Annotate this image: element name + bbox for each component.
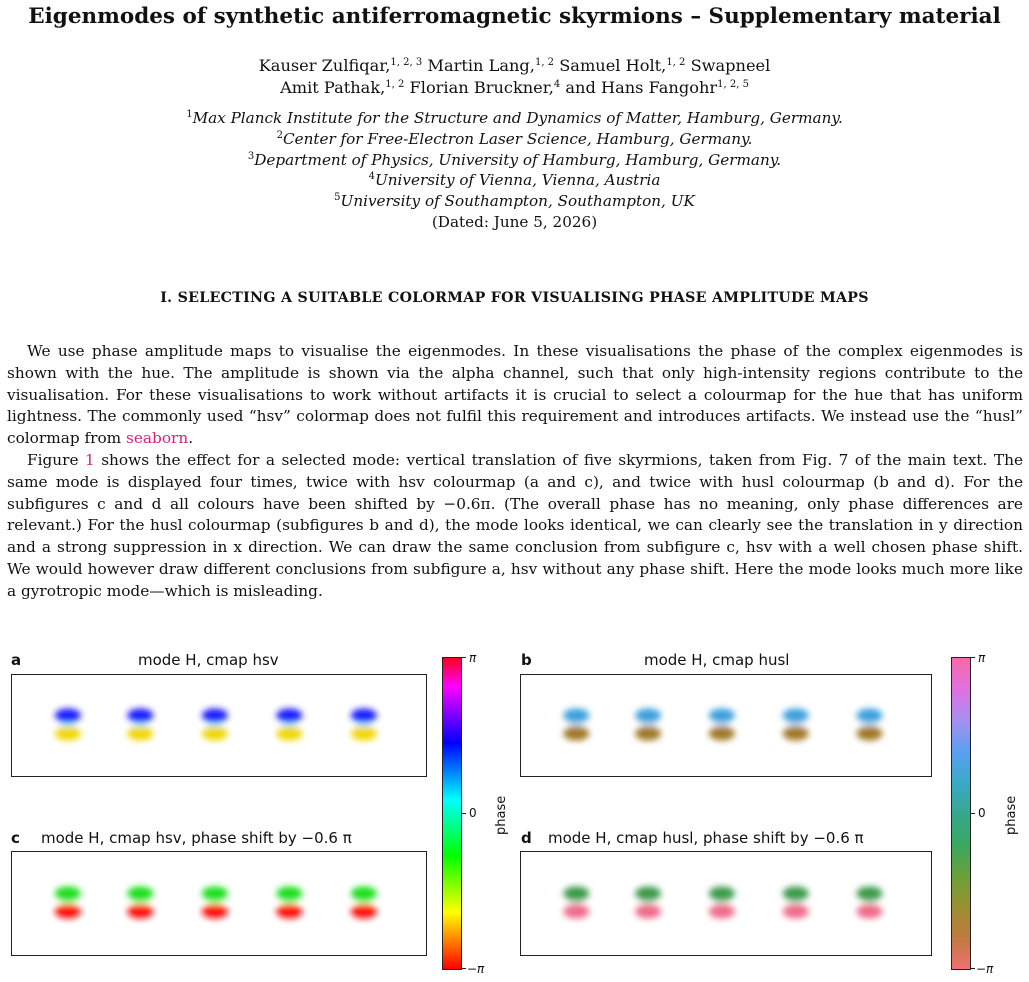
phase-map-panel [520,674,932,777]
skyrmion-upper-lobe [563,887,589,901]
skyrmion-upper-lobe [202,887,228,901]
affiliation-text: University of Vienna, Vienna, Austria [374,171,661,190]
paragraph-text: shows the effect for a selected mode: vertical translation of five skyrmions, taken from Fig. 7 of the main text. The same mode is displayed four times, twice with hsv colourmap (a and c), and twice with husl colourmap (b and d). For the subfigures c and d all colours have been shifted by −0.6π. (The overall phase has no meaning, only phase differences are relevant.) For the husl colourmap (subfigures b and d), the mode looks identical, we can clearly see the translation in y direction and a strong suppression in x direction. We can draw the same conclusion from subfigure c, hsv with a well chosen phase shift. We would however draw different conclusions from subfigure a, hsv without any phase shift. Here the mode looks much more like a gyrotropic mode—which is misleading. [7,450,1023,600]
skyrmion-mode-blob [55,887,81,919]
skyrmion-lower-lobe [563,727,589,741]
author-name: Florian Bruckner, [409,78,554,97]
affiliation-number: 3 [247,150,255,162]
skyrmion-lower-lobe [351,905,377,919]
skyrmion-center [130,901,150,905]
skyrmion-center [354,901,374,905]
skyrmion-mode-blob [276,709,302,741]
skyrmion-mode-blob [127,709,153,741]
panel-letter: c [11,829,20,847]
dated-line: (Dated: June 5, 2026) [431,212,598,231]
skyrmion-lower-lobe [709,727,735,741]
phase-map-image [12,852,426,955]
skyrmion-mode-blob [563,887,589,919]
colorbar-tick-label: 0 [978,806,986,820]
skyrmion-lower-lobe [635,727,661,741]
skyrmion-mode-blob [351,887,377,919]
skyrmion-lower-lobe [783,905,809,919]
skyrmion-mode-blob [276,887,302,919]
seaborn-link[interactable]: seaborn [126,429,189,448]
skyrmion-mode-blob [709,887,735,919]
skyrmion-lower-lobe [635,905,661,919]
paragraph-text: We use phase amplitude maps to visualise the eigenmodes. In these visualisations the phase of the complex eigenmodes is shown with the hue. The amplitude is shown via the alpha channel, such that only high-intensity regions contribute to the visualisation. For these visualisations to work without artifacts it is crucial to select a colourmap for the hue that has uniform lightness. The commonly used “hsv” colormap does not fulfil this requirement and introduces artifacts. We instead use the “husl” colormap from [7,342,1023,448]
skyrmion-center [786,723,806,727]
author-name: Kauser Zulfiqar, [258,56,391,75]
skyrmion-lower-lobe [55,905,81,919]
affiliation [0,129,1029,150]
skyrmion-upper-lobe [783,887,809,901]
author-name: and Hans Fangohr [565,78,718,97]
author-name: Amit Pathak, [280,78,386,97]
panel-title: mode H, cmap husl, phase shift by −0.6 π [548,829,864,847]
skyrmion-upper-lobe [202,709,228,723]
skyrmion-upper-lobe [55,709,81,723]
colorbar-tick [970,813,975,814]
skyrmion-lower-lobe [783,727,809,741]
skyrmion-center [638,901,658,905]
skyrmion-upper-lobe [783,709,809,723]
paragraph-text: . [188,429,194,448]
figure-1-link[interactable]: 1 [85,450,95,469]
phase-map-image [521,852,931,955]
skyrmion-mode-blob [563,709,589,741]
skyrmion-center [712,901,732,905]
colorbar-tick-label: −π [467,962,485,976]
skyrmion-upper-lobe [709,887,735,901]
skyrmion-center [712,723,732,727]
colorbar-tick [970,657,975,658]
skyrmion-mode-blob [857,887,883,919]
author-affiliation-sup: 4 [553,79,561,90]
author-affiliation-sup: 1, 2, 3 [390,57,423,68]
skyrmion-mode-blob [783,709,809,741]
skyrmion-center [58,723,78,727]
author-affiliation-sup: 1, 2 [666,57,686,68]
affiliation-list [0,108,1029,233]
hsv-colorbar [442,657,462,970]
paragraph-2 [7,450,1023,603]
skyrmion-center [566,901,586,905]
skyrmion-upper-lobe [351,887,377,901]
colorbar-label: phase [1004,795,1019,835]
paper-title: Eigenmodes of synthetic antiferromagnetic skyrmions – Supplementary material [28,4,1001,29]
affiliation-text: University of Southampton, Southampton, UK [340,192,695,211]
skyrmion-mode-blob [127,887,153,919]
affiliation [0,170,1029,191]
section-heading: I. SELECTING A SUITABLE COLORMAP FOR VISUALISING PHASE AMPLITUDE MAPS [160,290,869,306]
affiliation-text: Center for Free-Electron Laser Science, Hamburg, Germany. [282,129,753,148]
author-affiliation-sup: 1, 2 [385,79,405,90]
skyrmion-lower-lobe [276,727,302,741]
skyrmion-center [58,901,78,905]
skyrmion-lower-lobe [351,727,377,741]
paragraph-text: Figure [27,450,85,469]
skyrmion-center [860,723,880,727]
affiliation-text: Max Planck Institute for the Structure and Dynamics of Matter, Hamburg, Germany. [192,109,843,127]
affiliation-number: 1 [186,109,193,120]
colorbar-tick [970,968,975,969]
panel-title: mode H, cmap hsv, phase shift by −0.6 π [41,829,352,847]
skyrmion-upper-lobe [857,887,883,901]
skyrmion-center [638,723,658,727]
skyrmion-upper-lobe [127,709,153,723]
skyrmion-lower-lobe [202,905,228,919]
skyrmion-lower-lobe [127,905,153,919]
affiliation [0,191,1029,212]
panel-letter: a [11,651,22,669]
colorbar-label: phase [494,795,509,835]
phase-map-panel [520,851,932,956]
author-affiliation-sup: 1, 2, 5 [717,79,749,90]
skyrmion-mode-blob [202,709,228,741]
skyrmion-lower-lobe [857,727,883,741]
body-text [7,341,1023,603]
skyrmion-upper-lobe [635,709,661,723]
skyrmion-center [279,901,299,905]
skyrmion-mode-blob [202,887,228,919]
skyrmion-upper-lobe [55,887,81,901]
skyrmion-center [860,901,880,905]
skyrmion-center [130,723,150,727]
phase-map-panel [11,674,427,777]
skyrmion-lower-lobe [857,905,883,919]
affiliation [0,108,1029,129]
skyrmion-lower-lobe [55,727,81,741]
skyrmion-upper-lobe [635,887,661,901]
skyrmion-upper-lobe [563,709,589,723]
phase-map-image [521,675,931,776]
colorbar-tick [461,968,466,969]
panel-letter: d [521,829,532,847]
panel-title: mode H, cmap husl [644,651,790,669]
skyrmion-lower-lobe [127,727,153,741]
affiliation-number: 5 [334,192,341,204]
affiliation-number: 4 [368,171,375,183]
husl-colorbar [951,657,971,970]
author-line-2 [0,77,1029,99]
skyrmion-upper-lobe [709,709,735,723]
affiliation-number: 2 [276,129,283,141]
author-affiliation-sup: 1, 2 [534,57,555,68]
skyrmion-upper-lobe [276,709,302,723]
colorbar-tick [461,813,466,814]
affiliation [0,150,1029,171]
colorbar-tick-label: −π [976,962,994,976]
skyrmion-mode-blob [709,709,735,741]
skyrmion-upper-lobe [276,887,302,901]
affiliation-text: Department of Physics, University of Hamburg, Hamburg, Germany. [254,150,782,169]
skyrmion-center [205,723,225,727]
panel-title: mode H, cmap hsv [138,651,279,669]
paragraph-1 [7,341,1023,450]
skyrmion-lower-lobe [202,727,228,741]
skyrmion-center [786,901,806,905]
author-name: Swapneel [690,56,771,75]
author-name: Martin Lang, [427,56,535,75]
skyrmion-lower-lobe [276,905,302,919]
skyrmion-mode-blob [635,709,661,741]
panel-letter: b [521,651,532,669]
skyrmion-lower-lobe [709,905,735,919]
colorbar-tick-label: 0 [469,806,477,820]
phase-map-image [12,675,426,776]
skyrmion-mode-blob [635,887,661,919]
skyrmion-upper-lobe [857,709,883,723]
author-name: Samuel Holt, [559,56,667,75]
skyrmion-upper-lobe [127,887,153,901]
skyrmion-mode-blob [857,709,883,741]
skyrmion-upper-lobe [351,709,377,723]
colorbar-tick [461,657,466,658]
skyrmion-lower-lobe [563,905,589,919]
phase-map-panel [11,851,427,956]
skyrmion-mode-blob [351,709,377,741]
colorbar-tick-label: π [469,651,477,665]
author-list [0,55,1029,99]
skyrmion-center [354,723,374,727]
colorbar-tick-label: π [978,651,986,665]
skyrmion-center [279,723,299,727]
skyrmion-mode-blob [783,887,809,919]
author-line-1 [0,55,1029,77]
skyrmion-mode-blob [55,709,81,741]
skyrmion-center [566,723,586,727]
skyrmion-center [205,901,225,905]
